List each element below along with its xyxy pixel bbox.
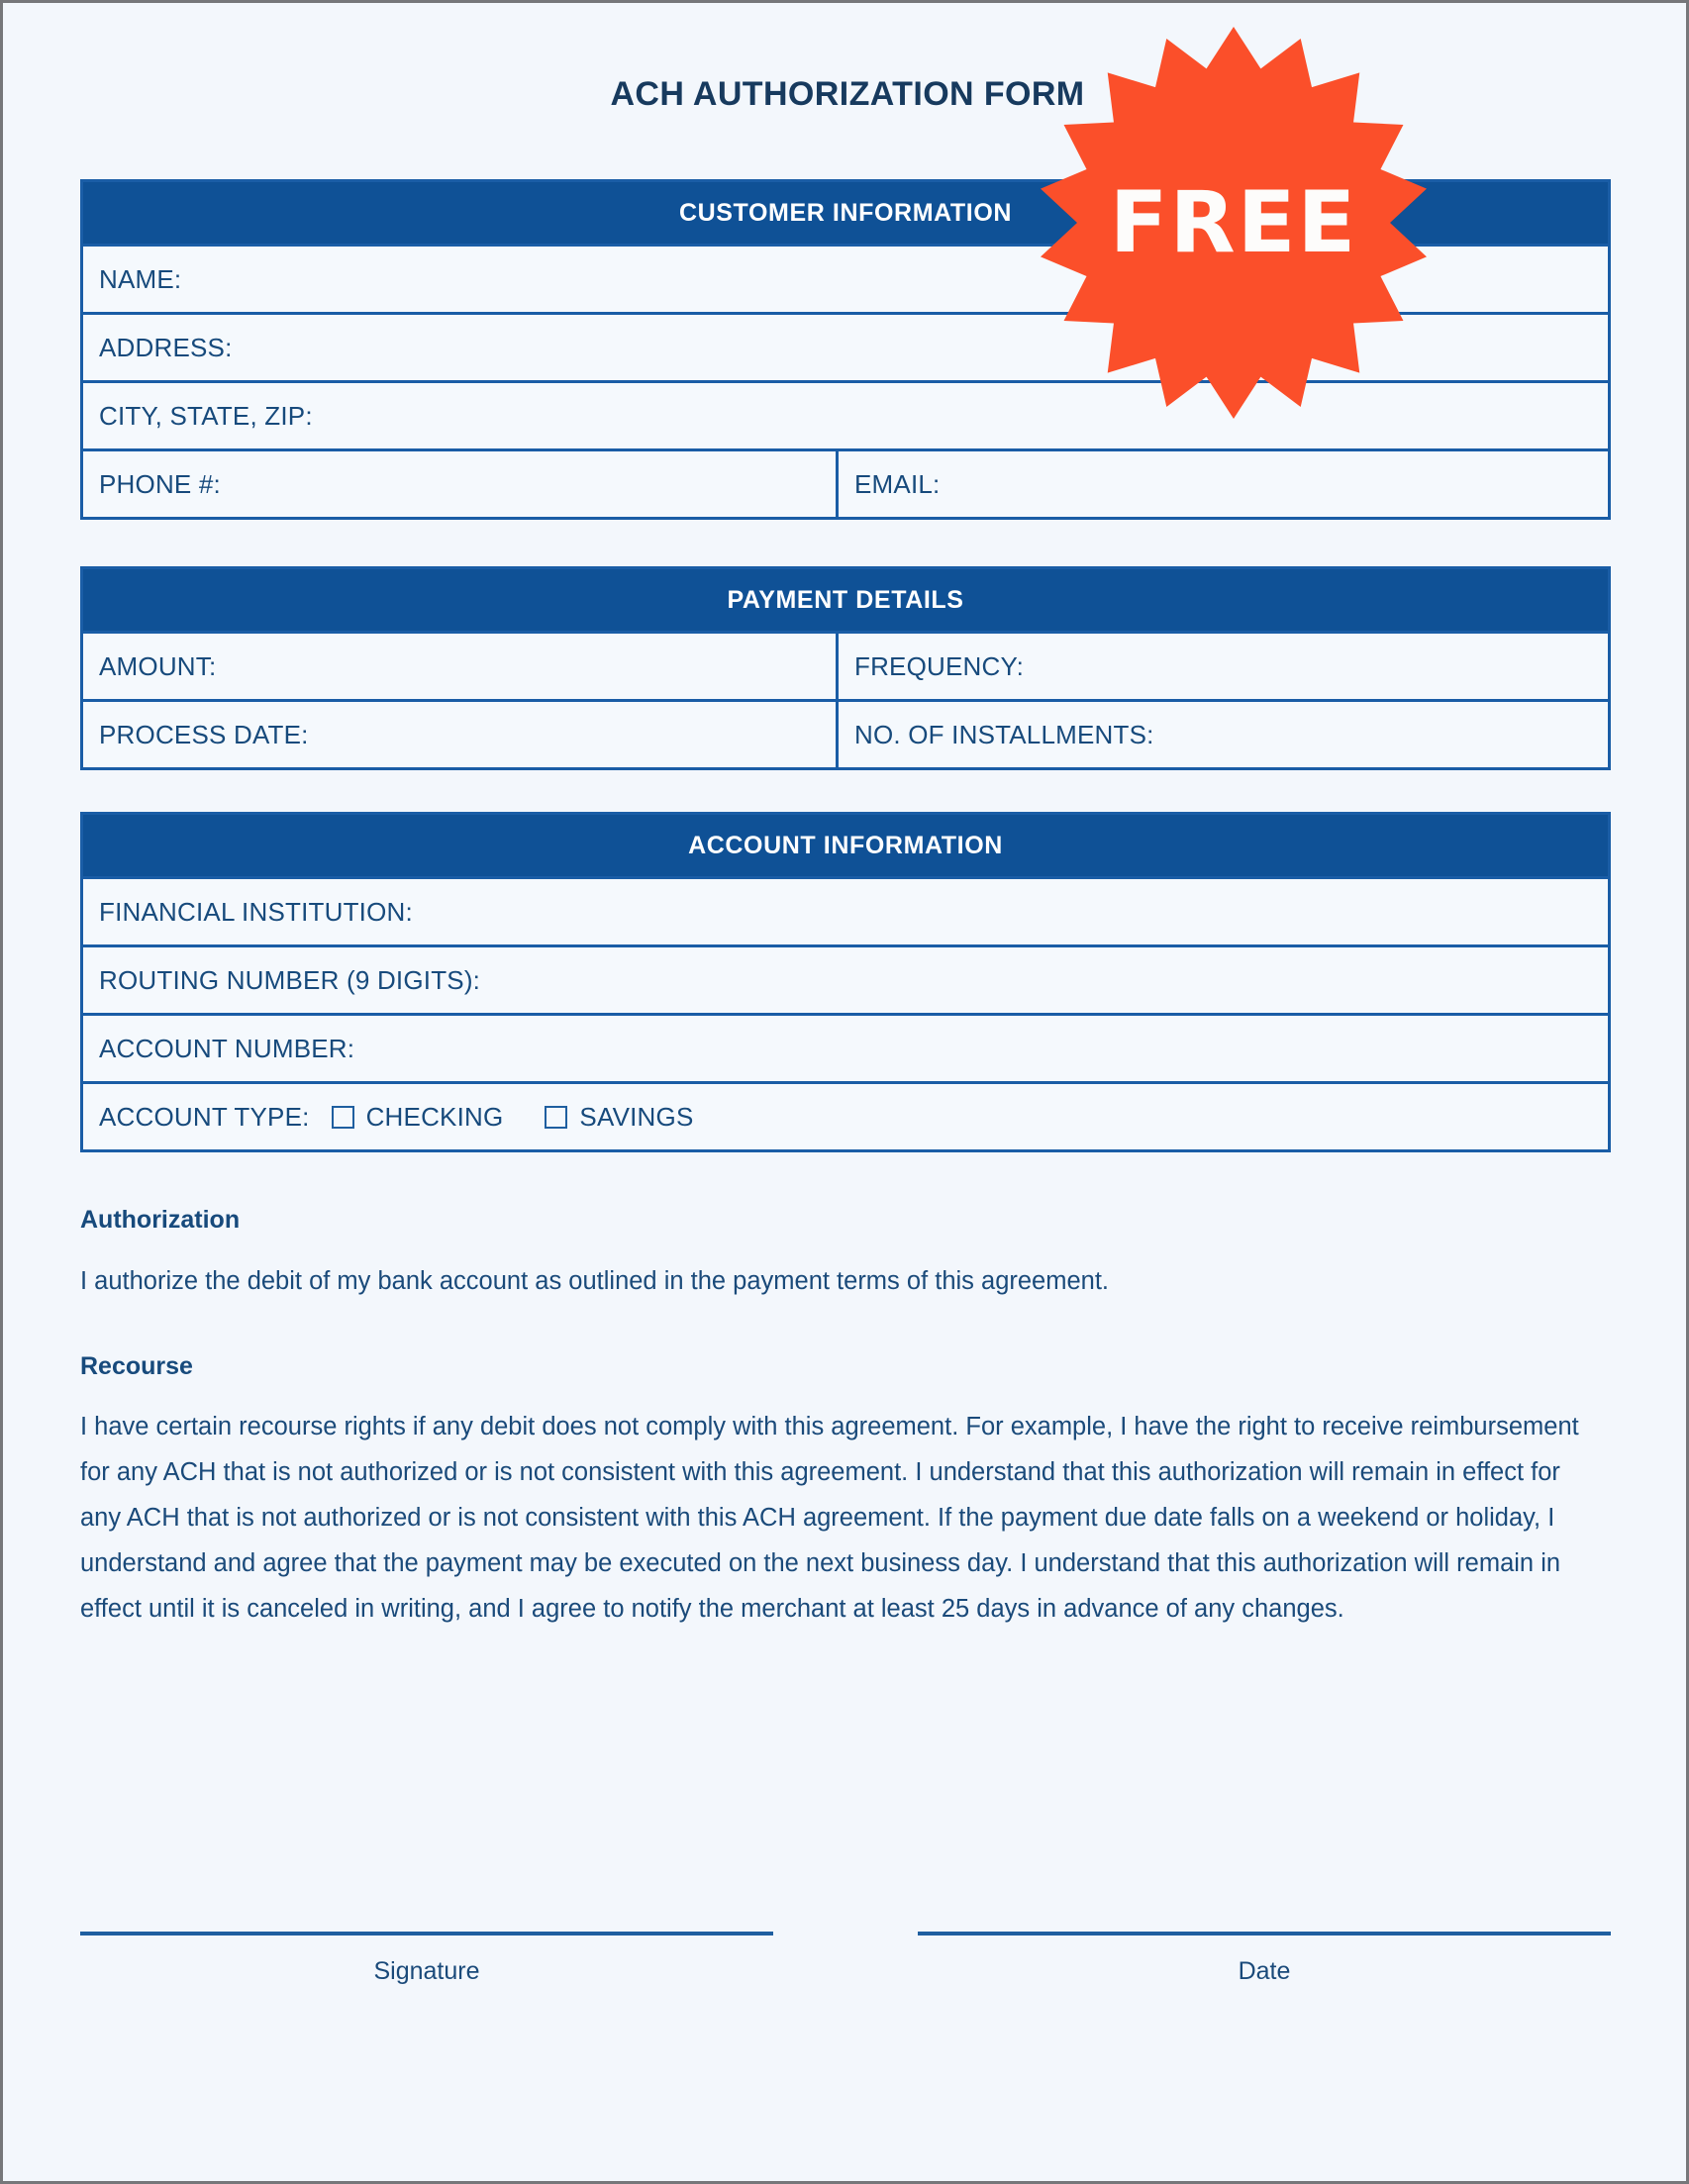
table-row [83, 699, 1608, 767]
table-row [83, 631, 1608, 699]
date-line[interactable] [918, 1932, 1611, 1936]
field-label-account-number[interactable]: ACCOUNT NUMBER: [99, 1033, 355, 1063]
checkbox-icon[interactable] [545, 1106, 567, 1129]
table-row [83, 1081, 1608, 1149]
field-label-process-date[interactable]: PROCESS DATE: [83, 702, 839, 767]
field-label-email[interactable]: EMAIL: [854, 468, 941, 499]
field-label-routing-number[interactable]: ROUTING NUMBER (9 DIGITS): [99, 964, 481, 995]
checkbox-checking[interactable] [332, 1102, 504, 1133]
field-label-financial-institution[interactable]: FINANCIAL INSTITUTION: [99, 896, 413, 927]
free-badge-label: FREE [1109, 173, 1358, 272]
page-title: ACH AUTHORIZATION FORM [610, 75, 1085, 113]
date-column [918, 1932, 1611, 1986]
authorization-heading: Authorization [80, 1206, 241, 1234]
payment-details-heading: PAYMENT DETAILS [83, 569, 1608, 631]
authorization-body: I authorize the debit of my bank account as outlined in the payment terms of this agreement. [80, 1267, 1110, 1295]
account-information-table [80, 812, 1611, 1152]
field-label-amount[interactable]: AMOUNT: [83, 634, 839, 699]
account-information-heading: ACCOUNT INFORMATION [83, 815, 1608, 876]
signature-label: Signature [373, 1957, 480, 1985]
signature-block [80, 1932, 1611, 1986]
table-row [83, 1013, 1608, 1081]
free-badge[interactable] [1036, 25, 1432, 421]
recourse-body: I have certain recourse rights if any debit does not comply with this agreement. For example, I have the right to receive reimbursement for any ACH that is not authorized or is not consistent with this agreement. I understand that this authorization will remain in effect for any ACH that is not authorized or is not consistent with this ACH agreement. If the payment due date falls on a weekend or holiday, I understand and agree that the payment may be executed on the next business day. I understand that this authorization will remain in effect until it is canceled in writing, and I agree to notify the merchant at least 25 days in advance of any changes. [80, 1413, 1579, 1623]
field-label-phone[interactable]: PHONE #: [83, 451, 839, 517]
field-label-address[interactable]: ADDRESS: [99, 332, 233, 362]
checkbox-label-savings: SAVINGS [579, 1101, 694, 1132]
field-label-account-type: ACCOUNT TYPE: [99, 1101, 310, 1132]
recourse-heading: Recourse [80, 1352, 193, 1380]
signature-line[interactable] [80, 1932, 773, 1936]
table-row [83, 944, 1608, 1013]
account-type-group [99, 1102, 735, 1133]
field-label-frequency[interactable]: FREQUENCY: [854, 650, 1025, 681]
field-label-no-of-installments[interactable]: NO. OF INSTALLMENTS: [854, 719, 1154, 749]
customer-information-heading: CUSTOMER INFORMATION [83, 182, 1608, 244]
checkbox-label-checking: CHECKING [365, 1101, 504, 1132]
table-row [83, 876, 1608, 944]
checkbox-icon[interactable] [332, 1106, 354, 1129]
checkbox-savings[interactable] [545, 1102, 693, 1133]
table-row [83, 448, 1608, 517]
field-label-name[interactable]: NAME: [99, 263, 182, 294]
signature-column [80, 1932, 773, 1986]
payment-details-table [80, 566, 1611, 770]
date-label: Date [1238, 1957, 1291, 1985]
field-label-city-state-zip[interactable]: CITY, STATE, ZIP: [99, 400, 313, 431]
account-type-cell [83, 1084, 1608, 1149]
